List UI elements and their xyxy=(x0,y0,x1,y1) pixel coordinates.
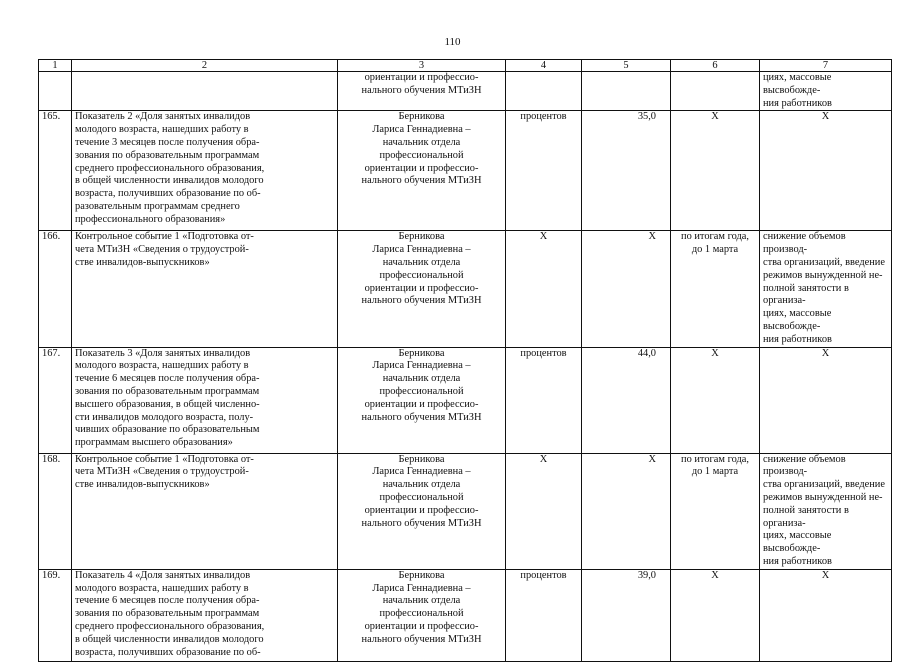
value-cell: Х xyxy=(582,231,671,347)
unit-cell: процентов xyxy=(506,569,582,661)
row-number-cell: 167. xyxy=(39,347,72,453)
table-row xyxy=(39,231,892,347)
unit-cell: Х xyxy=(506,453,582,569)
risks-cell: снижение объемов производ- ства организаций, введение режимов вынужденной не- полной занятости в организа- циях, массовые высвобожде- ния работников xyxy=(760,453,892,569)
table-row xyxy=(39,569,892,661)
responsible-cell: Берникова Лариса Геннадиевна – начальник отдела профессиональной ориентации и профессио- нального обучения МТиЗН xyxy=(338,111,506,231)
row-number-cell: 165. xyxy=(39,111,72,231)
deadline-cell: по итогам года, до 1 марта xyxy=(671,231,760,347)
column-header: 1 xyxy=(39,60,72,72)
indicator-cell: Контрольное событие 1 «Подготовка от- чета МТиЗН «Сведения о трудоустрой- стве инвалидов-выпускников» xyxy=(72,453,338,569)
risks-cell: Х xyxy=(760,347,892,453)
column-header: 7 xyxy=(760,60,892,72)
deadline-cell: Х xyxy=(671,111,760,231)
risks-cell: циях, массовые высвобожде- ния работников xyxy=(760,72,892,111)
column-header: 6 xyxy=(671,60,760,72)
risks-cell: Х xyxy=(760,569,892,661)
responsible-cell: ориентации и профессио- нального обучения МТиЗН xyxy=(338,72,506,111)
row-number-cell xyxy=(39,72,72,111)
value-cell: 44,0 xyxy=(582,347,671,453)
row-number-cell: 166. xyxy=(39,231,72,347)
continuation-row xyxy=(39,72,892,111)
value-cell: 35,0 xyxy=(582,111,671,231)
page-number: 110 xyxy=(444,36,461,48)
unit-cell: процентов xyxy=(506,111,582,231)
deadline-cell: Х xyxy=(671,569,760,661)
column-header: 3 xyxy=(338,60,506,72)
deadline-cell: по итогам года, до 1 марта xyxy=(671,453,760,569)
row-number-cell: 168. xyxy=(39,453,72,569)
value-cell: 39,0 xyxy=(582,569,671,661)
responsible-cell: Берникова Лариса Геннадиевна – начальник отдела профессиональной ориентации и профессио- нального обучения МТиЗН xyxy=(338,569,506,661)
indicator-cell: Показатель 4 «Доля занятых инвалидов молодого возраста, нашедших работу в течение 6 месяцев после получения обра- зования по образовательным программам среднего профессионального образования, в общей численности инвалидов молодого возраста, получивших образование по об- xyxy=(72,569,338,661)
risks-cell: Х xyxy=(760,111,892,231)
risks-cell: снижение объемов производ- ства организаций, введение режимов вынужденной не- полной занятости в организа- циях, массовые высвобожде- ния работников xyxy=(760,231,892,347)
deadline-cell xyxy=(671,72,760,111)
responsible-cell: Берникова Лариса Геннадиевна – начальник отдела профессиональной ориентации и профессио- нального обучения МТиЗН xyxy=(338,453,506,569)
header-row xyxy=(39,60,892,72)
table-row xyxy=(39,111,892,231)
indicator-cell: Контрольное событие 1 «Подготовка от- чета МТиЗН «Сведения о трудоустрой- стве инвалидов-выпускников» xyxy=(72,231,338,347)
value-cell: Х xyxy=(582,453,671,569)
indicator-cell: Показатель 2 «Доля занятых инвалидов молодого возраста, нашедших работу в течение 3 месяцев после получения обра- зования по образовательным программам среднего профессионального образования, в общей численности инвалидов молодого возраста, получивших образование по об- разовательным программам среднего профессионального образования» xyxy=(72,111,338,231)
unit-cell: Х xyxy=(506,231,582,347)
responsible-cell: Берникова Лариса Геннадиевна – начальник отдела профессиональной ориентации и профессио- нального обучения МТиЗН xyxy=(338,231,506,347)
indicator-cell: Показатель 3 «Доля занятых инвалидов молодого возраста, нашедших работу в течение 6 месяцев после получения обра- зования по образовательным программам высшего образования, в общей численно- сти инвалидов молодого возраста, полу- чивших образование по образовательным программам высшего образования» xyxy=(72,347,338,453)
responsible-cell: Берникова Лариса Геннадиевна – начальник отдела профессиональной ориентации и профессио- нального обучения МТиЗН xyxy=(338,347,506,453)
plan-table xyxy=(38,59,892,662)
indicator-cell xyxy=(72,72,338,111)
unit-cell: процентов xyxy=(506,347,582,453)
table-row xyxy=(39,347,892,453)
table-row xyxy=(39,453,892,569)
unit-cell xyxy=(506,72,582,111)
column-header: 5 xyxy=(582,60,671,72)
row-number-cell: 169. xyxy=(39,569,72,661)
column-header: 2 xyxy=(72,60,338,72)
value-cell xyxy=(582,72,671,111)
deadline-cell: Х xyxy=(671,347,760,453)
column-header: 4 xyxy=(506,60,582,72)
